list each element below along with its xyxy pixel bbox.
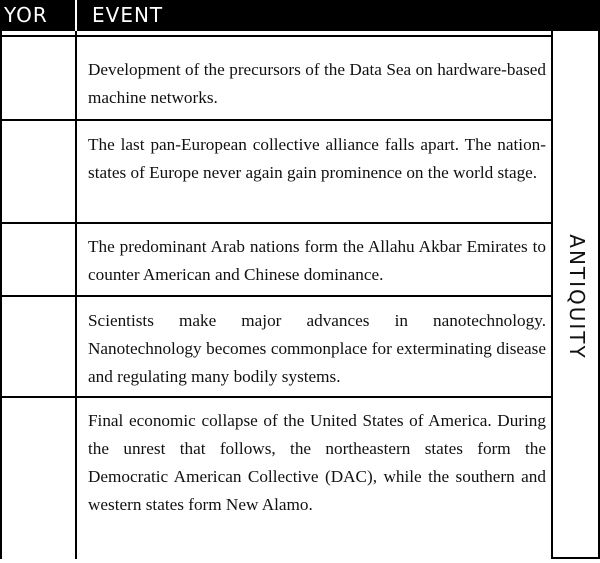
table-header bbox=[0, 0, 600, 31]
row-separator bbox=[0, 222, 553, 224]
event-cell: The predominant Arab nations form the Allahu Akbar Emirates to counter American and Chinese dominance. bbox=[88, 237, 546, 284]
yor-column-header: YOR bbox=[4, 3, 48, 27]
header-divider bbox=[75, 0, 77, 31]
event-column-header: EVENT bbox=[92, 3, 164, 27]
row-separator bbox=[0, 295, 553, 297]
row-separator bbox=[0, 35, 553, 37]
era-label: ANTIQUITY bbox=[565, 234, 589, 360]
row-separator bbox=[0, 119, 553, 121]
era-column-bottom-border bbox=[551, 557, 600, 559]
event-cell: The last pan-European collective alliance falls apart. The nation-states of Europe never again gain prominence on the world stage. bbox=[88, 135, 546, 182]
event-cell: Final economic collapse of the United States of America. During the unrest that follows, the northeastern states form the Democratic American Collective (DAC), while the southern and western states form New Alamo. bbox=[88, 411, 546, 514]
event-cell: Scientists make major advances in nanotechnology. Nanotechnology becomes commonplace for exterminating disease and regulating many bodily systems. bbox=[88, 311, 546, 386]
event-cell: Development of the precursors of the Data Sea on hardware-based machine networks. bbox=[88, 60, 546, 107]
row-separator bbox=[0, 396, 553, 398]
